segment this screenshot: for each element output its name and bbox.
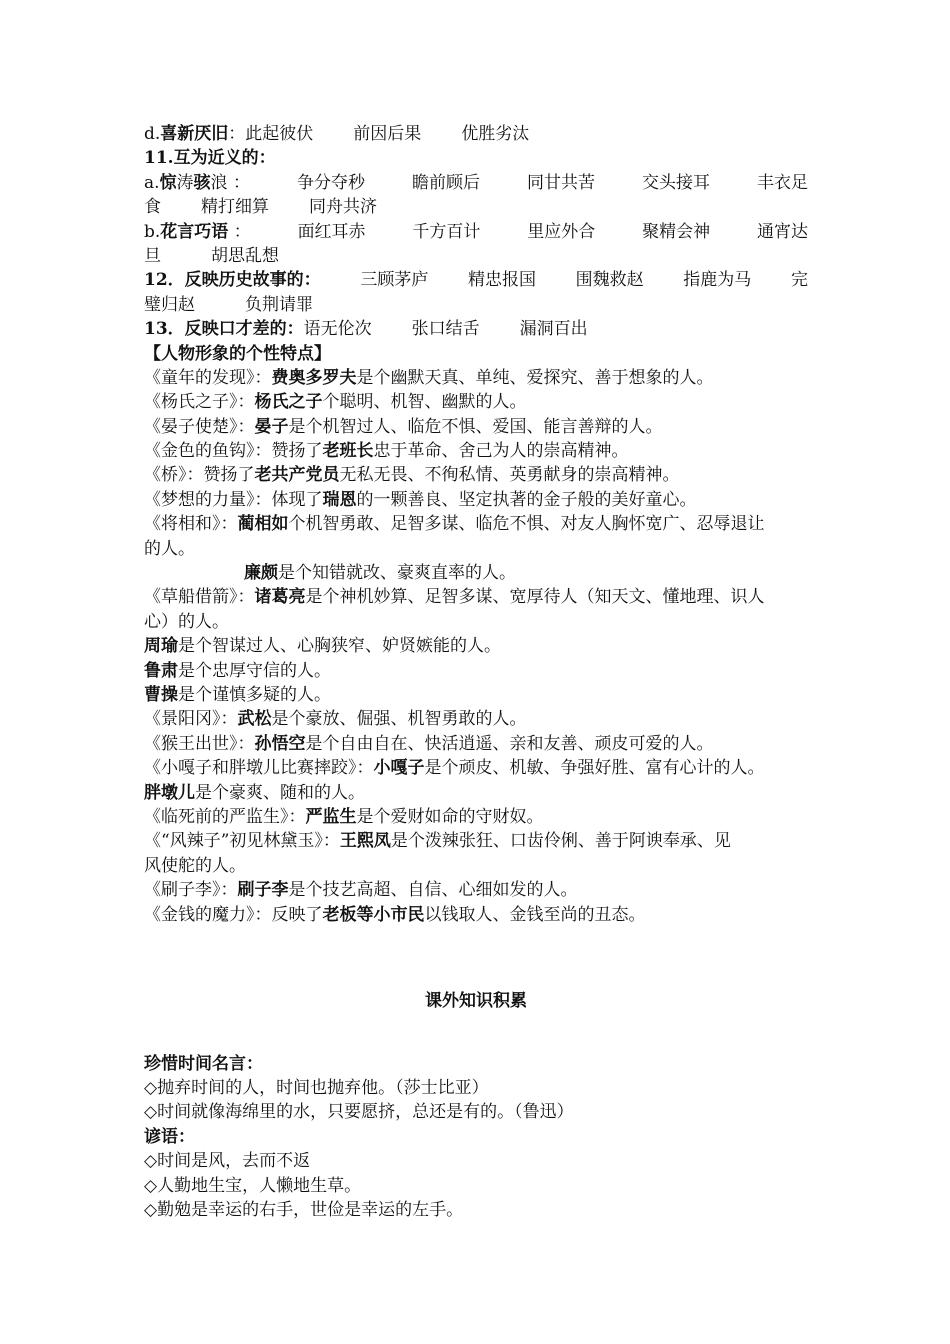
text: 是个谨慎多疑的人。 bbox=[178, 684, 331, 705]
idiom-char: 涛 bbox=[176, 172, 194, 193]
separator: ： bbox=[228, 221, 251, 242]
idiom: 璧归赵 bbox=[144, 294, 195, 315]
text: 是个智谋过人、心胸狭窄、妒贤嫉能的人。 bbox=[178, 636, 501, 657]
book-title: 《金色的鱼钩》： bbox=[144, 441, 272, 462]
idiom: 争分夺秒 bbox=[296, 172, 365, 193]
character-line bbox=[144, 903, 808, 927]
character-name: 周瑜 bbox=[144, 636, 178, 657]
idiom: 语无伦次 bbox=[303, 319, 372, 340]
eloquence-line bbox=[144, 317, 808, 341]
idiom: 三顾茅庐 bbox=[360, 270, 429, 291]
book-title: 《刷子李》： bbox=[144, 880, 238, 901]
text: 个机智勇敢、足智多谋、临危不惧、对友人胸怀宽广、忍辱退让 bbox=[288, 514, 765, 535]
character-line bbox=[144, 756, 808, 780]
idiom: 优胜劣汰 bbox=[461, 124, 530, 144]
character-line bbox=[144, 366, 808, 390]
character-name: 曹操 bbox=[144, 684, 178, 705]
text: 赞扬了 bbox=[271, 441, 323, 462]
idiom-heading: 喜新厌旧 bbox=[160, 124, 229, 144]
book-title: 《梦想的力量》： bbox=[144, 489, 272, 510]
character-line bbox=[144, 707, 808, 731]
character-name: 瑞恩 bbox=[322, 489, 357, 510]
character-name: 蔺相如 bbox=[237, 514, 289, 535]
document-page bbox=[144, 122, 808, 1222]
idiom: 前因后果 bbox=[353, 124, 422, 144]
character-name: 鲁肃 bbox=[144, 660, 178, 681]
character-line-cont: 的人。 bbox=[144, 538, 195, 559]
book-title: 《杨氏之子》： bbox=[144, 392, 255, 413]
character-line bbox=[144, 732, 808, 756]
text: 以钱取人、金钱至尚的丑态。 bbox=[424, 904, 646, 925]
character-line bbox=[144, 585, 808, 609]
character-line bbox=[144, 488, 808, 512]
proverb-item: ◇时间是风，去而不返 bbox=[144, 1151, 311, 1172]
book-title: 《临死前的严监生》： bbox=[144, 806, 306, 827]
idiom: 漏洞百出 bbox=[519, 319, 588, 340]
idiom: 精忠报国 bbox=[467, 270, 536, 291]
text: 是个爱财如命的守财奴。 bbox=[356, 806, 544, 827]
book-title: 《景阳冈》： bbox=[144, 709, 238, 730]
idiom: 此起彼伏 bbox=[245, 124, 314, 144]
text: 是个自由自在、快活逍遥、亲和友善、顽皮可爱的人。 bbox=[305, 733, 714, 754]
idiom-char: 惊 bbox=[159, 172, 177, 193]
book-title: 《桥》： bbox=[144, 465, 204, 486]
antonyms-d-line bbox=[144, 122, 808, 146]
text: 是个知错就改、豪爽直率的人。 bbox=[278, 563, 516, 584]
character-name: 刷子李 bbox=[237, 880, 289, 901]
idiom: 张口结舌 bbox=[411, 319, 480, 340]
idiom: 瞻前顾后 bbox=[411, 172, 480, 193]
idiom-char: 骇 bbox=[193, 172, 211, 193]
text: 个聪明、机智、幽默的人。 bbox=[322, 392, 527, 413]
character-name: 老共产党员 bbox=[254, 465, 340, 486]
book-title: 《晏子使楚》： bbox=[144, 416, 255, 437]
text: 是个神机妙算、足智多谋、宽厚待人（知天文、懂地理、识人 bbox=[305, 587, 765, 608]
idiom: 胡思乱想 bbox=[211, 245, 279, 266]
character-line bbox=[144, 415, 808, 439]
text: 是个泼辣张狂、口齿伶俐、善于阿谀奉承、见 bbox=[390, 831, 731, 852]
character-line bbox=[144, 463, 808, 487]
character-line bbox=[144, 683, 808, 707]
text: 无私无畏、不徇私情、英勇献身的崇高精神。 bbox=[339, 465, 680, 486]
proverbs-title: 谚语： bbox=[144, 1126, 195, 1147]
character-line bbox=[144, 659, 808, 683]
text: 是个技艺高超、自信、心细如发的人。 bbox=[288, 880, 578, 901]
proverb-item: ◇勤勉是幸运的右手，世俭是幸运的左手。 bbox=[144, 1200, 464, 1221]
idiom: 食 bbox=[144, 197, 161, 218]
character-name: 费奥多罗夫 bbox=[271, 367, 357, 388]
idiom: 里应外合 bbox=[527, 221, 596, 242]
idiom: 面红耳赤 bbox=[297, 221, 366, 242]
text: 的一颗善良、坚定执著的金子般的美好童心。 bbox=[356, 489, 697, 510]
character-line bbox=[144, 561, 808, 585]
character-line bbox=[144, 512, 808, 536]
book-title: 《草船借箭》： bbox=[144, 587, 255, 608]
idiom: 通宵达 bbox=[757, 221, 808, 242]
time-quotes-title: 珍惜时间名言： bbox=[144, 1053, 263, 1074]
history-line2 bbox=[144, 293, 808, 317]
book-title: 《童年的发现》： bbox=[144, 367, 272, 388]
idiom: 千方百计 bbox=[412, 221, 481, 242]
idiom: 负荆请罪 bbox=[245, 294, 313, 315]
item-label: b. bbox=[144, 221, 161, 242]
proverb-item: ◇人勤地生宝，人懒地生草。 bbox=[144, 1175, 362, 1196]
idiom-char: 浪 bbox=[210, 172, 228, 193]
character-name: 胖墩儿 bbox=[144, 782, 195, 803]
character-name: 老板等小市民 bbox=[322, 904, 425, 925]
text: 是个豪爽、随和的人。 bbox=[195, 782, 365, 803]
separator: ： bbox=[227, 172, 250, 193]
character-name: 王熙凤 bbox=[339, 831, 391, 852]
synonyms-title: 11.互为近义的： bbox=[144, 148, 276, 169]
idiom: 同甘共苦 bbox=[526, 172, 595, 193]
book-title: 《猴王出世》： bbox=[144, 733, 255, 754]
character-name: 武松 bbox=[237, 709, 272, 730]
synonyms-a-line1 bbox=[144, 171, 808, 195]
text: 是个豪放、倔强、机智勇敢的人。 bbox=[271, 709, 527, 730]
character-name: 老班长 bbox=[322, 441, 374, 462]
synonyms-b-line1 bbox=[144, 220, 808, 244]
character-line bbox=[144, 805, 808, 829]
section-title: 12．反映历史故事的： bbox=[144, 270, 321, 291]
idiom-heading: 花言巧语 bbox=[160, 221, 229, 242]
text: 是个顽皮、机敏、争强好胜、富有心计的人。 bbox=[424, 758, 765, 779]
item-label: a. bbox=[144, 172, 160, 193]
character-line bbox=[144, 781, 808, 805]
book-title: 《“风辣子”初见林黛玉》： bbox=[144, 831, 340, 852]
book-title: 《将相和》： bbox=[144, 514, 238, 535]
extra-knowledge-title: 课外知识积累 bbox=[425, 991, 527, 1012]
history-line1 bbox=[144, 268, 808, 292]
character-line bbox=[144, 829, 808, 853]
character-line bbox=[144, 439, 808, 463]
section-title: 13．反映口才差的： bbox=[144, 319, 304, 340]
text: 反映了 bbox=[271, 904, 323, 925]
text: 赞扬了 bbox=[203, 465, 255, 486]
character-line bbox=[144, 878, 808, 902]
character-line-cont: 风使舵的人。 bbox=[144, 855, 246, 876]
book-title: 《金钱的魔力》： bbox=[144, 904, 272, 925]
quote-item: ◇抛弃时间的人，时间也抛弃他。（莎士比亚） bbox=[144, 1078, 489, 1099]
character-name: 严监生 bbox=[305, 806, 357, 827]
idiom: 旦 bbox=[144, 245, 161, 266]
separator: ： bbox=[228, 124, 246, 144]
character-line-cont: 心）的人。 bbox=[144, 611, 229, 632]
idiom: 聚精会神 bbox=[642, 221, 711, 242]
quote-item: ◇时间就像海绵里的水，只要愿挤，总还是有的。（鲁迅） bbox=[144, 1102, 574, 1123]
characters-title: 【人物形象的个性特点】 bbox=[144, 343, 331, 364]
text: 忠于革命、舍己为人的崇高精神。 bbox=[373, 441, 629, 462]
character-name: 孙悟空 bbox=[254, 733, 306, 754]
text: 是个忠厚守信的人。 bbox=[178, 660, 331, 681]
idiom: 交头接耳 bbox=[641, 172, 710, 193]
text: 是个机智过人、临危不惧、爱国、能言善辩的人。 bbox=[288, 416, 663, 437]
character-name: 廉颇 bbox=[244, 563, 278, 584]
character-name: 晏子 bbox=[254, 416, 289, 437]
character-line bbox=[144, 390, 808, 414]
item-label: d. bbox=[144, 124, 161, 144]
idiom: 丰衣足 bbox=[756, 172, 808, 193]
idiom: 精打细算 bbox=[201, 197, 269, 218]
idiom: 指鹿为马 bbox=[683, 270, 752, 291]
character-name: 诸葛亮 bbox=[254, 587, 306, 608]
idiom: 完 bbox=[790, 270, 808, 291]
text: 是个幽默天真、单纯、爱探究、善于想象的人。 bbox=[356, 367, 714, 388]
synonyms-b-line2 bbox=[144, 244, 808, 268]
character-name: 小嘎子 bbox=[373, 758, 425, 779]
idiom: 同舟共济 bbox=[309, 197, 377, 218]
idiom: 围魏救赵 bbox=[575, 270, 644, 291]
text: 体现了 bbox=[271, 489, 323, 510]
synonyms-a-line2 bbox=[144, 195, 808, 219]
book-title: 《小嘎子和胖墩儿比赛摔跤》： bbox=[144, 758, 374, 779]
character-name: 杨氏之子 bbox=[254, 392, 323, 413]
character-line bbox=[144, 634, 808, 658]
